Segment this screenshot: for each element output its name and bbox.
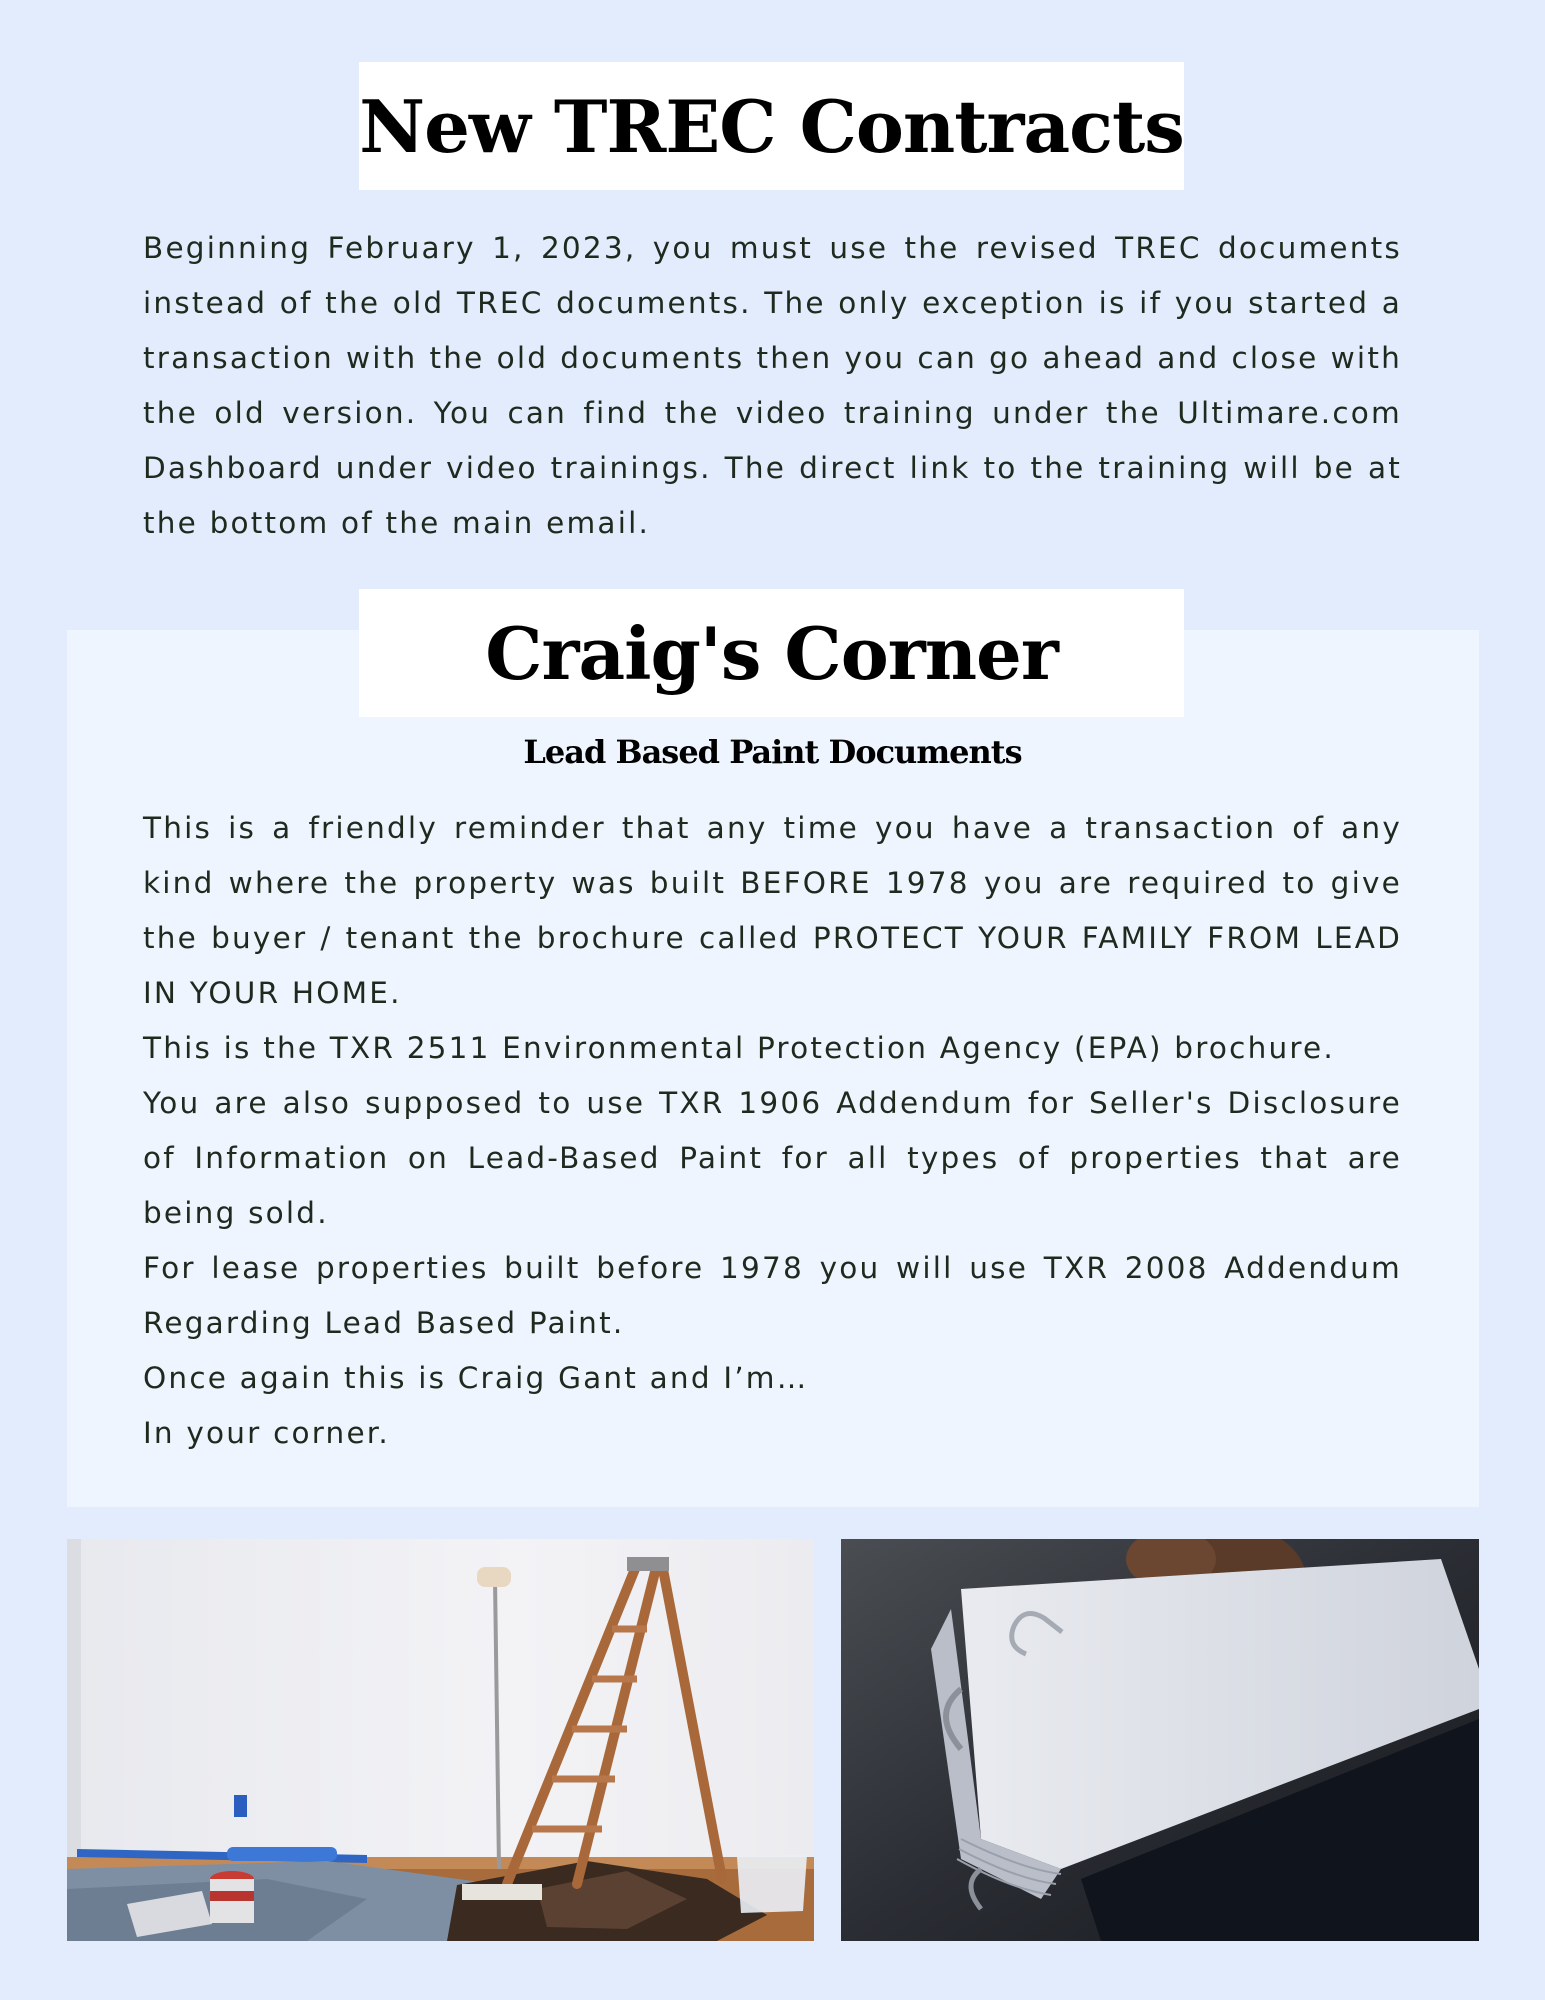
craig-subtitle: Lead Based Paint Documents (523, 733, 1022, 771)
craig-paragraph: In your corner. (143, 1416, 391, 1450)
trec-title: New TREC Contracts (359, 83, 1184, 169)
craig-paragraph: For lease properties built before 1978 you will use TXR 2008 Addendum Regarding Lead Based Paint. (143, 1251, 1402, 1340)
craig-paragraph: You are also supposed to use TXR 1906 Addendum for Seller's Disclosure of Information on Lead-Based Paint for all types of properties that are being sold. (143, 1086, 1402, 1230)
craig-title: Craig's Corner (485, 610, 1058, 696)
documents-photo (841, 1539, 1479, 1941)
trec-title-box (359, 62, 1184, 190)
ladder-room-photo (67, 1539, 814, 1941)
craig-paragraph: Once again this is Craig Gant and I’m… (143, 1361, 809, 1395)
ladder-room-illustration (67, 1539, 814, 1941)
craig-paragraph: This is a friendly reminder that any time you have a transaction of any kind where the property was built BEFORE 1978 you are required to give the buyer / tenant the brochure called PROTECT YOUR FAMILY FROM LEAD IN YOUR HOME. (143, 811, 1402, 1010)
craig-title-box (359, 589, 1184, 717)
craig-body (143, 801, 1402, 1461)
trec-body-text: Beginning February 1, 2023, you must use the revised TREC documents instead of the old TREC documents. The only exception is if you started a transaction with the old documents then you can go ahead and close with the old version. You can find the video training under the Ultimare.com Dashboard under video trainings. The direct link to the training will be at the bottom of the main email. (143, 231, 1402, 540)
documents-illustration (841, 1539, 1479, 1941)
craig-paragraph: This is the TXR 2511 Environmental Protection Agency (EPA) brochure. (143, 1031, 1335, 1065)
